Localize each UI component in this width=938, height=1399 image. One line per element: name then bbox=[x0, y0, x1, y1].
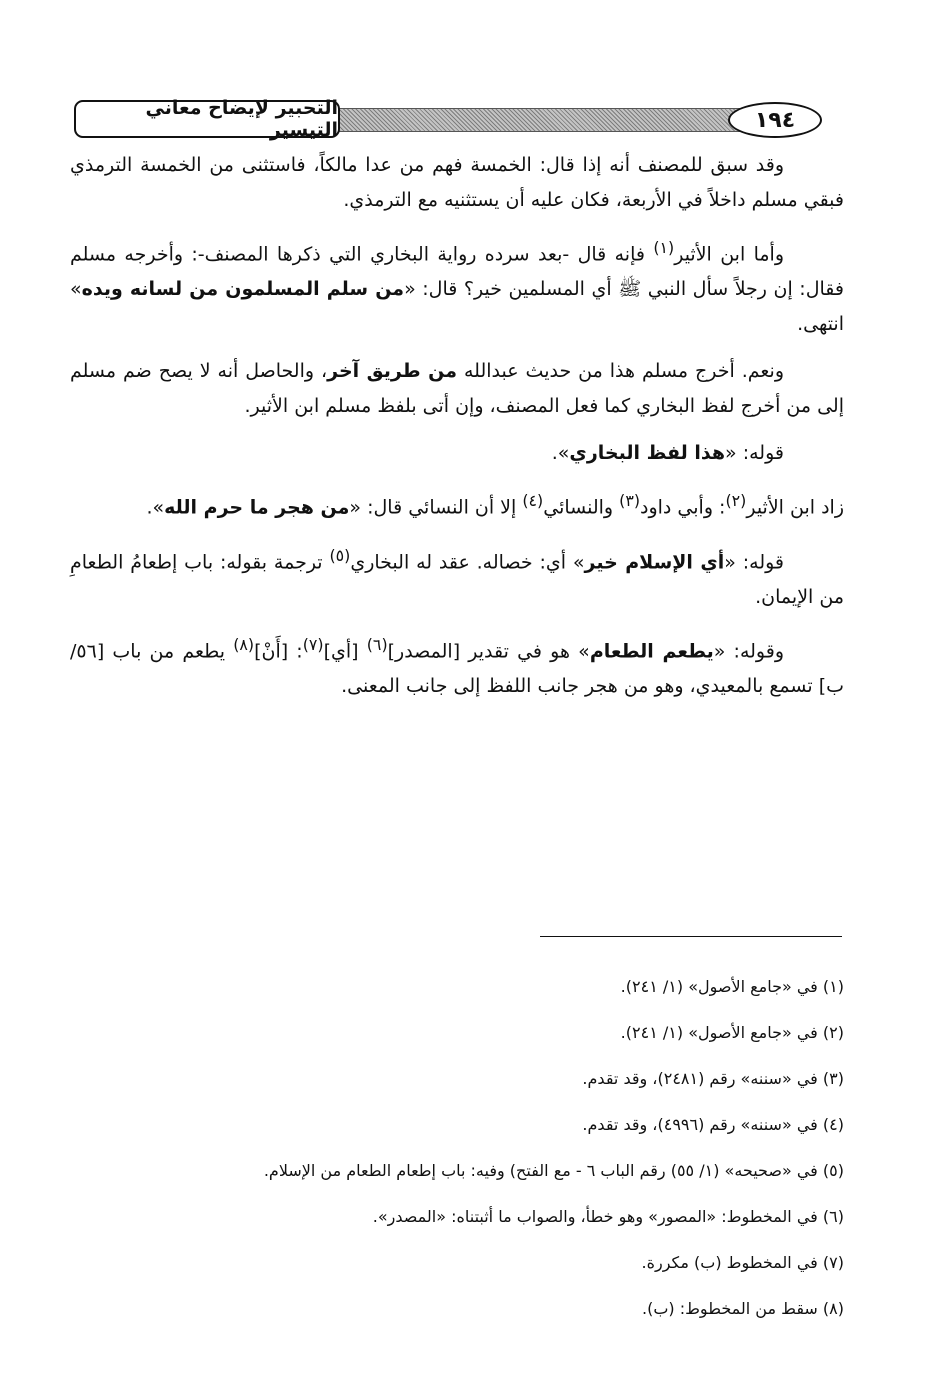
page-number: ١٩٤ bbox=[728, 102, 822, 138]
book-title: التحبير لإيضاح معاني التيسير bbox=[74, 100, 340, 138]
footnote-ref: (٢) bbox=[725, 491, 747, 511]
paragraph-text: وقوله: « bbox=[713, 640, 785, 663]
paragraph-text: قوله: « bbox=[724, 550, 785, 573]
paragraph bbox=[70, 230, 844, 342]
footnote-item: (٢) في «جامع الأصول» (١/ ٢٤١). bbox=[620, 1023, 844, 1042]
hadith-quote: من هجر ما حرم الله bbox=[164, 496, 350, 519]
footnote-divider bbox=[540, 936, 842, 937]
paragraph bbox=[70, 627, 844, 704]
footnote-item: (٦) في المخطوط: «المصور» وهو خطأ، والصواب ما أثبتناه: «المصدر». bbox=[372, 1207, 844, 1226]
paragraph-text: ، والحاصل أنه لا يصح ضم مسلم إلى من أخرج لفظ البخاري كما فعل المصنف، وإن أتى بلفظ مسلم ابن الأثير. bbox=[70, 360, 844, 418]
paragraph-text: وأما ابن الأثير bbox=[674, 243, 784, 266]
paragraph-text: إلا أن النسائي قال: « bbox=[349, 496, 523, 519]
footnote-ref: (٥) bbox=[329, 545, 351, 565]
paragraph-text: والنسائي bbox=[543, 496, 620, 519]
paragraph bbox=[70, 354, 844, 424]
quoted-lemma: هذا لفظ البخاري bbox=[569, 442, 726, 465]
paragraph-text: : وأبي داود bbox=[640, 496, 726, 519]
footnote-ref: (١) bbox=[653, 238, 675, 257]
paragraph bbox=[70, 148, 844, 218]
quoted-lemma: يطعم الطعام bbox=[589, 640, 714, 663]
footnote-ref: (٧) bbox=[302, 634, 324, 654]
paragraph-text: [أي] bbox=[323, 640, 367, 663]
paragraph-text: : [أَنْ] bbox=[254, 640, 303, 663]
main-text bbox=[70, 148, 844, 704]
paragraph bbox=[70, 436, 844, 471]
footnote-ref: (٤) bbox=[522, 491, 544, 511]
footnote-item: (٤) في «سننه» رقم (٤٩٩٦)، وقد تقدم. bbox=[582, 1115, 844, 1134]
paragraph-text: » هو في تقدير [المصدر] bbox=[387, 640, 590, 663]
paragraph-text: قوله: « bbox=[725, 442, 784, 465]
paragraph-text: زاد ابن الأثير bbox=[746, 496, 844, 519]
paragraph-text: ». bbox=[146, 496, 165, 519]
footnote-item: (٧) في المخطوط (ب) مكررة. bbox=[641, 1253, 844, 1272]
paragraph-text: » أي: خصاله. عقد له البخاري bbox=[350, 550, 585, 573]
paragraph-text: » انتهى. bbox=[70, 278, 844, 336]
header-decorative-band bbox=[318, 108, 774, 132]
footnote-item: (٨) سقط من المخطوط: (ب). bbox=[642, 1299, 844, 1318]
hadith-quote: من سلم المسلمون من لسانه ويده bbox=[81, 278, 405, 301]
emphasis-text: من طريق آخر bbox=[327, 360, 458, 383]
footnote-item: (١) في «جامع الأصول» (١/ ٢٤١). bbox=[620, 977, 844, 996]
paragraph-text: ». bbox=[551, 442, 570, 465]
paragraph-text: ترجمة بقوله: باب إطعامُ الطعامِ من الإيمان. bbox=[70, 550, 844, 608]
paragraph-text: يطعم من باب [٥٦/ ب] تسمع بالمعيدي، وهو من هجر جانب اللفظ إلى جانب المعنى. bbox=[70, 640, 844, 698]
paragraph bbox=[70, 538, 844, 615]
footnote-ref: (٦) bbox=[366, 634, 388, 654]
quoted-lemma: أي الإسلام خير bbox=[584, 550, 725, 573]
running-header bbox=[68, 98, 844, 140]
paragraph-text: فإنه قال -بعد سرده رواية البخاري التي ذكرها المصنف-: وأخرجه مسلم فقال: إن رجلاً سأل النبي ﷺ أي المسلمين خير؟ قال: « bbox=[70, 243, 844, 301]
footnote-item: (٣) في «سننه» رقم (٢٤٨١)، وقد تقدم. bbox=[582, 1069, 844, 1088]
footnote-item: (٥) في «صحيحه» (١/ ٥٥) رقم الباب ٦ - مع الفتح) وفيه: باب إطعام الطعام من الإسلام. bbox=[263, 1161, 844, 1180]
footnote-ref: (٨) bbox=[233, 634, 255, 654]
paragraph-text: وقد سبق للمصنف أنه إذا قال: الخمسة فهم من عدا مالكاً، فاستثنى من الخمسة الترمذي فبقي مسلم داخلاً في الأربعة، فكان عليه أن يستثنيه مع الترمذي. bbox=[70, 154, 844, 211]
footnotes bbox=[160, 964, 844, 1332]
paragraph bbox=[70, 483, 844, 525]
footnote-ref: (٣) bbox=[619, 491, 641, 511]
paragraph-text: ونعم. أخرج مسلم هذا من حديث عبدالله bbox=[457, 360, 785, 383]
